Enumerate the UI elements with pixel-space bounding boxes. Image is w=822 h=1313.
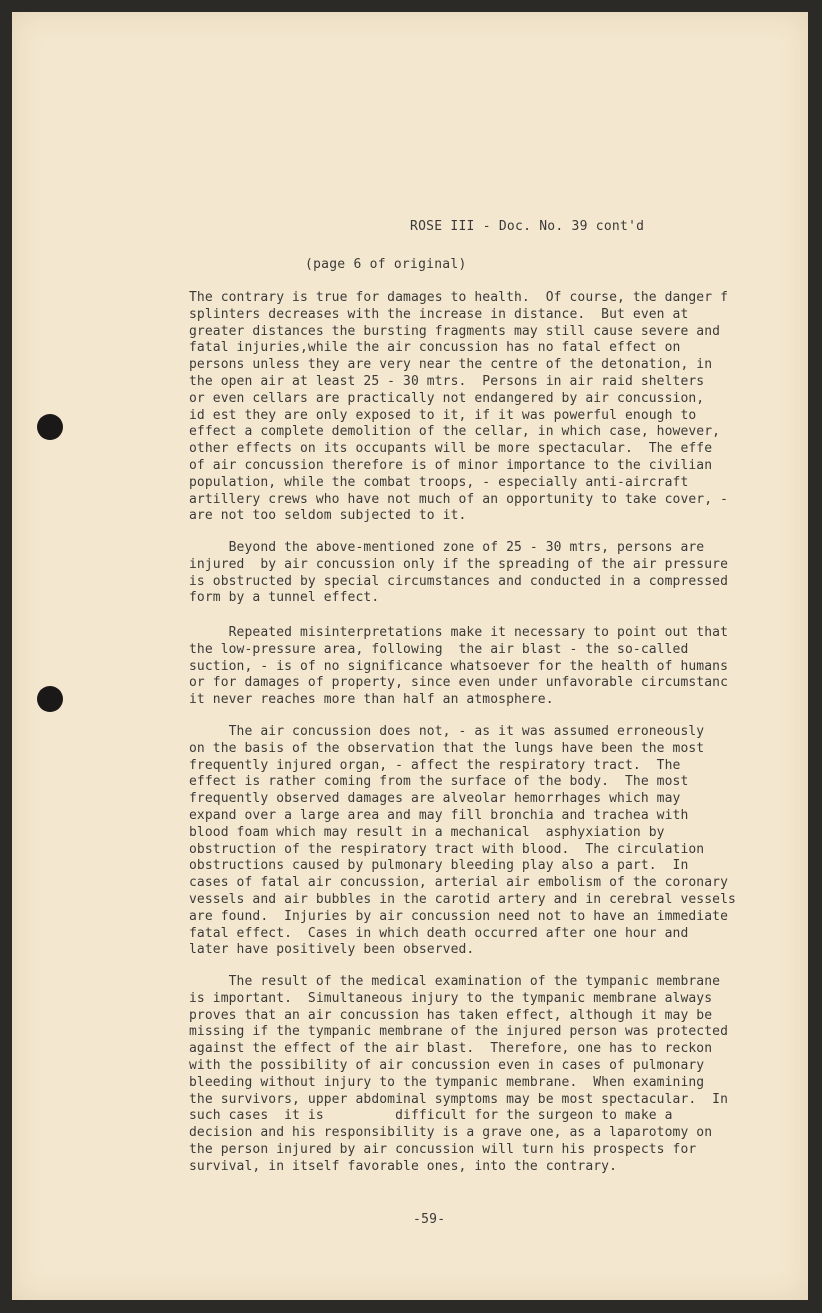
text-line: of air concussion therefore is of minor importance to the civilian xyxy=(189,457,713,473)
punch-hole xyxy=(37,414,63,440)
text-line: Beyond the above-mentioned zone of 25 - 30 mtrs, persons are xyxy=(189,540,705,555)
text-line: proves that an air concussion has taken effect, although it may be xyxy=(189,1007,713,1023)
page-of-original-label: (page 6 of original) xyxy=(305,257,467,272)
text-line: is important. Simultaneous injury to the tympanic membrane always xyxy=(189,990,713,1006)
text-line: against the effect of the air blast. Therefore, one has to reckon xyxy=(189,1041,713,1057)
text-line: Repeated misinterpretations make it necessary to point out that xyxy=(189,625,729,640)
text-line: injured by air concussion only if the spreading of the air pressure xyxy=(189,556,729,572)
text-line: bleeding without injury to the tympanic membrane. When examining xyxy=(189,1074,705,1090)
text-line: obstructions caused by pulmonary bleeding play also a part. In xyxy=(189,858,689,874)
document-header: ROSE III - Doc. No. 39 cont'd xyxy=(410,219,645,234)
text-line: The contrary is true for damages to health. Of course, the danger f xyxy=(189,290,729,305)
text-line: The air concussion does not, - as it was assumed erroneously xyxy=(189,724,705,739)
text-line: missing if the tympanic membrane of the injured person was protected xyxy=(189,1024,729,1040)
punch-hole xyxy=(37,686,63,712)
text-line: artillery crews who have not much of an opportunity to take cover, - xyxy=(189,491,729,507)
text-line: other effects on its occupants will be more spectacular. The effe xyxy=(189,441,713,457)
text-line: are found. Injuries by air concussion need not to have an immediate xyxy=(189,908,729,924)
text-line: obstruction of the respiratory tract with blood. The circulation xyxy=(189,841,705,857)
paragraph-2 xyxy=(189,540,769,607)
text-line: decision and his responsibility is a grave one, as a laparotomy on xyxy=(189,1125,713,1141)
text-line: such cases it is difficult for the surgeon to make a xyxy=(189,1108,673,1124)
text-line: The result of the medical examination of the tympanic membrane xyxy=(189,974,721,989)
text-line: is obstructed by special circumstances and conducted in a compressed xyxy=(189,573,729,589)
text-line: suction, - is of no significance whatsoever for the health of humans xyxy=(189,658,729,674)
text-line: effect is rather coming from the surface of the body. The most xyxy=(189,774,689,790)
paragraph-3 xyxy=(189,625,769,709)
text-line: survival, in itself favorable ones, into the contrary. xyxy=(189,1158,618,1174)
paragraph-5 xyxy=(189,974,769,1176)
text-line: cases of fatal air concussion, arterial air embolism of the coronary xyxy=(189,875,729,891)
page-number: -59- xyxy=(413,1212,446,1227)
text-line: the low-pressure area, following the air blast - the so-called xyxy=(189,641,689,657)
text-line: splinters decreases with the increase in distance. But even at xyxy=(189,306,689,322)
text-line: or even cellars are practically not endangered by air concussion, xyxy=(189,390,705,406)
text-line: frequently observed damages are alveolar hemorrhages which may xyxy=(189,791,681,807)
text-line: the survivors, upper abdominal symptoms may be most spectacular. In xyxy=(189,1091,729,1107)
paragraph-4 xyxy=(189,724,769,959)
text-line: effect a complete demolition of the cellar, in which case, however, xyxy=(189,424,721,440)
text-line: with the possibility of air concussion even in cases of pulmonary xyxy=(189,1057,705,1073)
text-line: fatal injuries,while the air concussion has no fatal effect on xyxy=(189,340,681,356)
paragraph-1 xyxy=(189,290,769,525)
text-line: fatal effect. Cases in which death occurred after one hour and xyxy=(189,925,689,941)
text-line: blood foam which may result in a mechanical asphyxiation by xyxy=(189,824,665,840)
text-line: vessels and air bubbles in the carotid artery and in cerebral vessels xyxy=(189,891,736,907)
text-line: it never reaches more than half an atmosphere. xyxy=(189,692,554,708)
text-line: the open air at least 25 - 30 mtrs. Persons in air raid shelters xyxy=(189,373,705,389)
text-line: later have positively been observed. xyxy=(189,942,475,958)
text-line: id est they are only exposed to it, if it was powerful enough to xyxy=(189,407,697,423)
text-line: greater distances the bursting fragments may still cause severe and xyxy=(189,323,721,339)
text-line: frequently injured organ, - affect the respiratory tract. The xyxy=(189,757,681,773)
text-line: persons unless they are very near the centre of the detonation, in xyxy=(189,357,713,373)
text-line: expand over a large area and may fill bronchia and trachea with xyxy=(189,807,689,823)
text-line: or for damages of property, since even under unfavorable circumstanc xyxy=(189,675,729,691)
text-line: population, while the combat troops, - especially anti-aircraft xyxy=(189,474,689,490)
text-line: form by a tunnel effect. xyxy=(189,590,380,606)
text-line: the person injured by air concussion will turn his prospects for xyxy=(189,1141,697,1157)
text-line: are not too seldom subjected to it. xyxy=(189,508,467,524)
text-line: on the basis of the observation that the lungs have been the most xyxy=(189,740,705,756)
